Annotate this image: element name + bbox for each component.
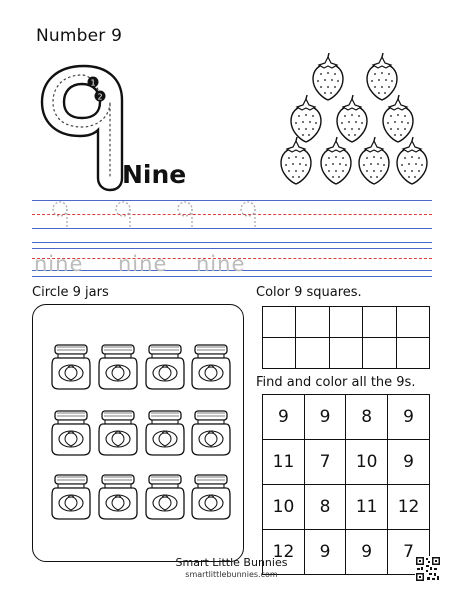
- ten-frame-square[interactable]: [329, 338, 362, 369]
- circle-jars-label: Circle 9 jars: [32, 285, 109, 300]
- strawberry: [337, 95, 367, 142]
- grid-cell[interactable]: 7: [388, 530, 430, 575]
- strawberry: [281, 137, 311, 184]
- jars-svg: [33, 305, 245, 563]
- grid-cell[interactable]: 11: [346, 485, 388, 530]
- jar-row: [52, 345, 230, 389]
- grid-cell[interactable]: 12: [263, 530, 305, 575]
- jar-row: [52, 411, 230, 455]
- jar[interactable]: [52, 475, 90, 519]
- grid-cell[interactable]: 9: [304, 530, 345, 575]
- ten-frame-square[interactable]: [296, 338, 329, 369]
- trace-digit-row[interactable]: [32, 198, 432, 242]
- jar[interactable]: [146, 411, 184, 455]
- ten-frame-square[interactable]: [396, 338, 429, 369]
- ten-frame-square[interactable]: [263, 307, 296, 338]
- grid-cell[interactable]: 9: [304, 395, 345, 440]
- strawberry: [321, 137, 351, 184]
- strawberry: [291, 95, 321, 142]
- jar[interactable]: [52, 411, 90, 455]
- grid-row: [263, 440, 430, 485]
- jar-box: [32, 304, 244, 562]
- grid-cell[interactable]: 8: [304, 485, 345, 530]
- jar[interactable]: [99, 475, 137, 519]
- strawberry: [383, 95, 413, 142]
- ten-frame-square[interactable]: [329, 307, 362, 338]
- jar[interactable]: [146, 345, 184, 389]
- jar[interactable]: [99, 411, 137, 455]
- ten-frame-square[interactable]: [263, 338, 296, 369]
- ten-frame-square[interactable]: [363, 307, 396, 338]
- strawberry: [313, 53, 343, 100]
- grid-cell[interactable]: 10: [263, 485, 305, 530]
- jar[interactable]: [192, 411, 230, 455]
- ten-frame-square[interactable]: [363, 338, 396, 369]
- ten-frame: [262, 306, 430, 369]
- number-grid: [262, 394, 430, 575]
- grid-cell[interactable]: 12: [388, 485, 430, 530]
- grid-cell[interactable]: 10: [346, 440, 388, 485]
- grid-cell[interactable]: 8: [346, 395, 388, 440]
- grid-cell[interactable]: 9: [388, 440, 430, 485]
- jar[interactable]: [192, 475, 230, 519]
- find-nines-label: Find and color all the 9s.: [256, 375, 416, 390]
- strawberry: [397, 137, 427, 184]
- strawberry: [367, 53, 397, 100]
- jar[interactable]: [52, 345, 90, 389]
- grid-row: [263, 395, 430, 440]
- jar[interactable]: [192, 345, 230, 389]
- number-word: Nine: [122, 160, 187, 189]
- page-title: Number 9: [36, 26, 123, 46]
- grid-row: [263, 485, 430, 530]
- ten-frame-square[interactable]: [296, 307, 329, 338]
- footer-brand: Smart Little Bunnies: [175, 556, 288, 569]
- grid-cell[interactable]: 9: [263, 395, 305, 440]
- ten-frame-square[interactable]: [396, 307, 429, 338]
- stroke-two-number: 2: [97, 92, 103, 102]
- strawberry: [359, 137, 389, 184]
- qr-code-icon: [415, 556, 441, 582]
- trace-word: nine: [118, 252, 168, 276]
- strawberries-illustration: [278, 52, 434, 192]
- color-squares-label: Color 9 squares.: [256, 285, 362, 300]
- grid-cell[interactable]: 9: [388, 395, 430, 440]
- jar[interactable]: [146, 475, 184, 519]
- grid-cell[interactable]: 7: [304, 440, 345, 485]
- trace-digits-svg: [32, 198, 432, 244]
- stroke-one-number: 1: [90, 78, 96, 88]
- footer-url[interactable]: smartlittlebunnies.com: [185, 570, 278, 579]
- jar[interactable]: [99, 345, 137, 389]
- jar-row: [52, 475, 230, 519]
- trace-word: nine: [196, 252, 246, 276]
- big-nine-outline: [36, 60, 126, 192]
- grid-cell[interactable]: 9: [346, 530, 388, 575]
- trace-word: nine: [34, 252, 84, 276]
- grid-cell[interactable]: 11: [263, 440, 305, 485]
- trace-word-row[interactable]: [32, 248, 432, 278]
